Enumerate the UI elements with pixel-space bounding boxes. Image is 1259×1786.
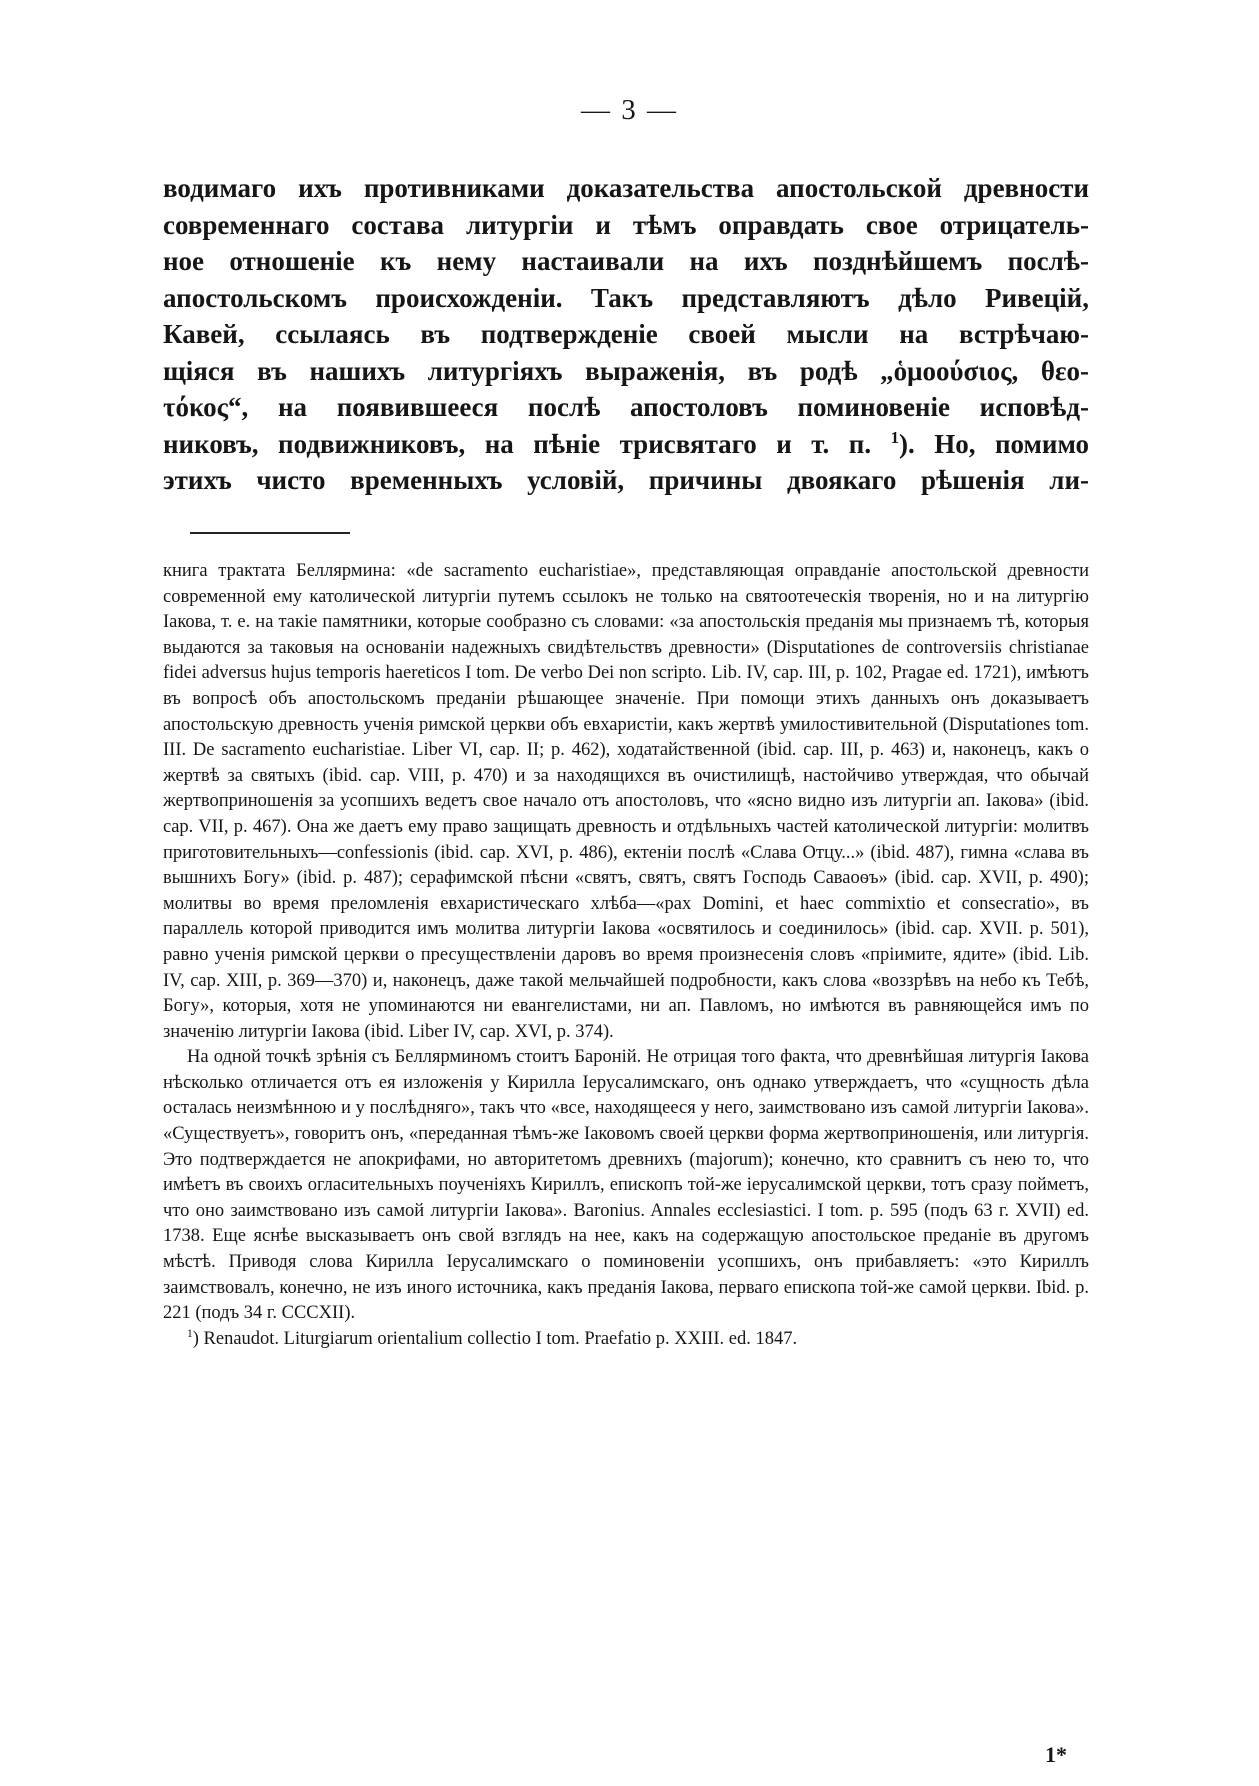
footnote-baronius-paragraph: На одной точкѣ зрѣнія съ Беллярминомъ стоитъ Бароній. Не отрицая того факта, что древнѣйшая литургія Іакова нѣсколько отличается отъ ея изложенія у Кирилла Іерусалимскаго, онъ однако утверждаетъ, что «сущность дѣла осталась неизмѣнною и у послѣдняго», такъ что «все, находящееся у него, заимствовано изъ самой литургіи Іакова». «Существуетъ», говоритъ онъ, «переданная тѣмъ-же Іаковомъ своей церкви форма жертвоприношенія, или литургія. Это подтверждается не апокрифами, но авторитетомъ древнихъ (majorum); конечно, кто сравнитъ съ нею то, что имѣетъ въ своихъ огласительныхъ поученіяхъ Кириллъ, епископъ той-же іерусалимской церкви, тотъ сразу пойметъ, что оно заимствовано изъ самой литургіи Іакова». Baronius. Annales ecclesiastici. I tom. p. 595 (подъ 63 г. XVII) ed. 1738. Еще яснѣе высказываетъ онъ свой взглядъ на нее, какъ на содержащую апостольское преданіе въ другомъ мѣстѣ. Приводя слова Кирилла Іерусалимскаго о поминовеніи усопшихъ, онъ прибавляетъ: «это Кириллъ заимствовалъ, конечно, не изъ иного источника, какъ преданія Іакова, перваго епископа той-же самой церкви. Ibid. p. 221 (подъ 34 г. CCCXII). xyxy=(163,1047,1089,1324)
footnote-1-marker: 1 xyxy=(187,1327,193,1340)
main-line-8-text: никовъ, подвижниковъ, на пѣніе трисвятаго и т. п. xyxy=(163,428,872,459)
main-line-6: щіяся въ нашихъ литургіяхъ выраженія, въ родѣ „ὁμοούσιος, θεο- xyxy=(163,355,1089,386)
main-text xyxy=(163,170,1089,499)
footnote-continuation: книга трактата Беллярмина: «de sacramento eucharistiae», представляющая оправданіе апостольской древности современной ему католической литургіи путемъ ссылокъ не только на святоотеческія творенія, но и на литургію Іакова, т. е. на такіе памятники, которые сообразно съ словами: «за апостольскія преданія мы признаемъ тѣ, которыя выдаются за таковыя на основаніи надежныхъ свидѣтельствъ древности» (Disputationes de controversiis christianae fidei adversus hujus temporis haereticos I tom. De verbo Dei non scripto. Lib. IV, cap. III, p. 102, Pragae ed. 1721), имѣютъ въ вопросѣ объ апостольскомъ преданіи рѣшающее значеніе. При помощи этихъ данныхъ онъ доказываетъ апостольскую древность ученія римской церкви объ евхаристіи, какъ жертвѣ умилостивительной (Disputationes tom. III. De sacramento eucharistiae. Liber VI, cap. II; p. 462), ходатайственной (ibid. cap. III, p. 463) и, наконецъ, какъ о жертвѣ за святыхъ (ibid. cap. VIII, p. 470) и за находящихся въ очистилищѣ, настойчиво утверждая, что обычай жертвоприношенія за усопшихъ ведетъ свое начало отъ апостоловъ, что «ясно видно изъ литургіи ап. Іакова» (ibid. cap. VII, p. 467). Она же даетъ ему право защищать древность и отдѣльныхъ частей католической литургіи: молитвъ приготовительныхъ—confessionis (ibid. cap. XVI, p. 486), ектеніи послѣ «Слава Отцу...» (ibid. 487), гимна «слава въ вышнихъ Богу» (ibid. p. 487); серафимской пѣсни «святъ, святъ, святъ Господь Саваоѳъ» (ibid. cap. XVII, p. 490); молитвы во время преломленія евхаристическаго хлѣба—«pax Domini, et haec commixtio et consecratio», въ параллель которой приводится имъ молитва литургіи Іакова «освятилось и соединилось» (ibid. cap. XVII. p. 501), равно ученія римской церкви о пресуществленіи даровъ во время произнесенія словъ «пріимите, ядите» (ibid. Lib. IV, cap. XIII, p. 369—370) и, наконецъ, даже такой мельчайшей подробности, какъ слова «воззрѣвъ на небо къ Тебѣ, Богу», которыя, хотя не упоминаются ни евангелистами, ни ап. Павломъ, но имѣются въ равняющейся имъ по значенію литургіи Іакова (ibid. Liber IV, cap. XVI, p. 374). xyxy=(163,561,1089,1042)
main-line-8-tail: ). Но, помимо xyxy=(898,428,1089,459)
main-line-9: этихъ чисто временныхъ условій, причины двоякаго рѣшенія ли- xyxy=(163,465,1089,495)
main-paragraph xyxy=(163,170,1089,499)
main-line-8 xyxy=(163,426,1089,463)
main-line-2: современнаго состава литургіи и тѣмъ оправдать свое отрицатель- xyxy=(163,209,1089,240)
main-line-4: апостольскомъ происхожденіи. Такъ представляютъ дѣло Ривецій, xyxy=(163,282,1089,313)
main-line-1: водимаго ихъ противниками доказательства апостольской древности xyxy=(163,173,1089,203)
main-line-7: τόκος“, на появившееся послѣ апостоловъ поминовеніе исповѣд- xyxy=(163,392,1089,422)
main-line-3: ное отношеніе къ нему настаивали на ихъ позднѣйшемъ послѣ- xyxy=(163,246,1089,276)
footnote-1-text: ) Renaudot. Liturgiarum orientalium collectio I tom. Praefatio p. XXIII. ed. 1847. xyxy=(192,1328,798,1349)
footnote-divider xyxy=(190,532,350,534)
main-line-5: Кавей, ссылаясь въ подтвержденіе своей мысли на встрѣчаю- xyxy=(163,319,1089,349)
footnotes xyxy=(163,559,1089,1352)
footnote-1 xyxy=(163,1327,1089,1353)
signature-mark: 1* xyxy=(1045,1742,1067,1767)
footnote-reference: 1 xyxy=(890,427,899,447)
page-number: — 3 — xyxy=(581,94,678,126)
